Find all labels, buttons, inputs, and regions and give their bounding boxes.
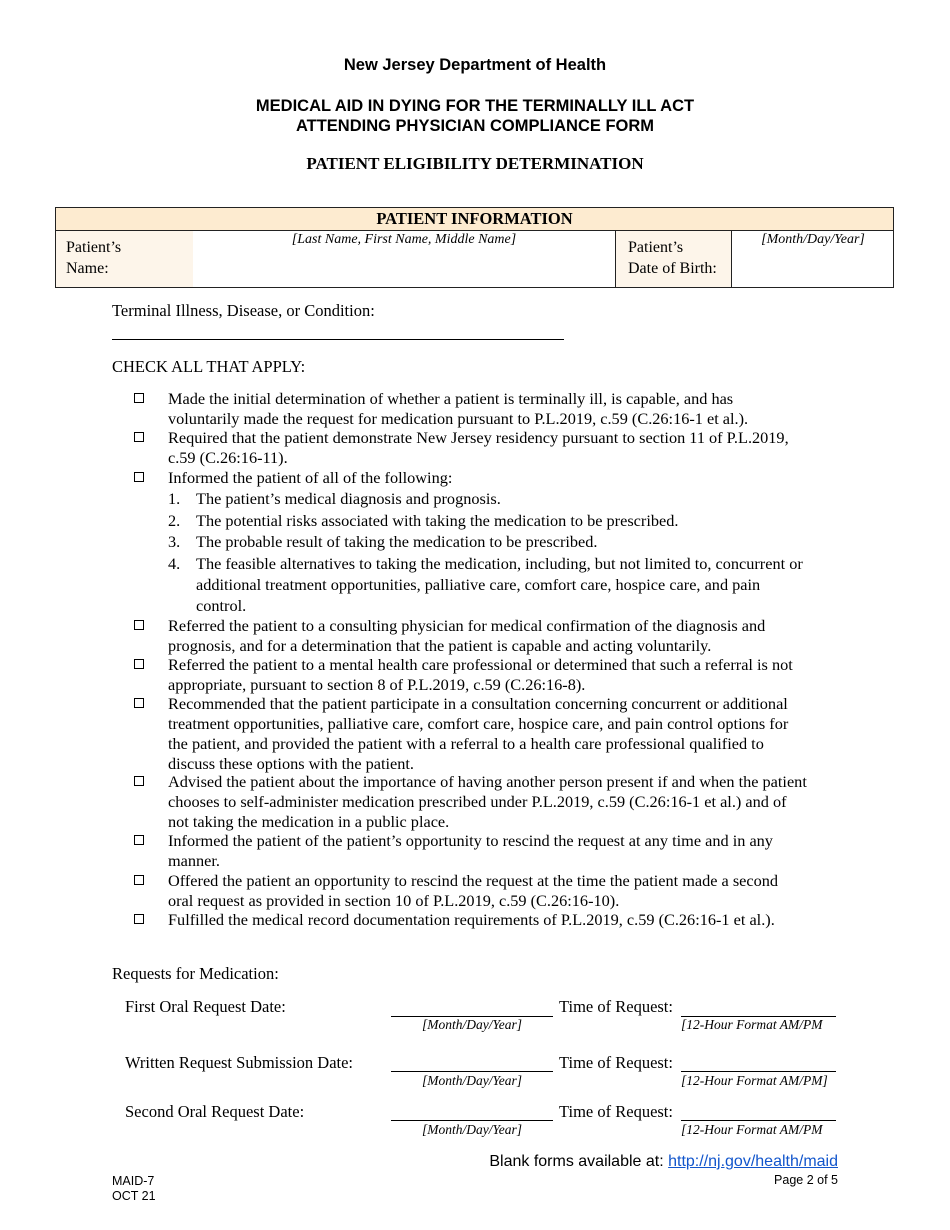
time-of-request-label: Time of Request: xyxy=(559,1102,673,1121)
act-title-line2: ATTENDING PHYSICIAN COMPLIANCE FORM xyxy=(295,117,655,135)
section-title: PATIENT ELIGIBILITY DETERMINATION xyxy=(306,154,644,173)
patient-dob-field[interactable] xyxy=(733,231,893,287)
written-request-time-input[interactable] xyxy=(681,1071,836,1072)
checkbox[interactable] xyxy=(134,620,144,630)
time-hint: [12-Hour Format AM/PM xyxy=(681,1122,823,1137)
patient-name-field[interactable] xyxy=(193,231,616,287)
first-oral-request-label: First Oral Request Date: xyxy=(125,997,286,1016)
requests-heading: Requests for Medication: xyxy=(112,964,279,983)
patient-dob-hint: [Month/Day/Year] xyxy=(761,232,865,247)
date-hint: [Month/Day/Year] xyxy=(422,1122,523,1137)
checkbox[interactable] xyxy=(134,659,144,669)
written-request-label: Written Request Submission Date: xyxy=(125,1053,354,1072)
time-of-request-label: Time of Request: xyxy=(559,997,673,1016)
time-of-request-label: Time of Request: xyxy=(559,1053,673,1072)
form-date: OCT 21 xyxy=(112,1189,156,1203)
patient-name-hint: [Last Name, First Name, Middle Name] xyxy=(291,232,517,247)
blank-forms-notice xyxy=(489,1153,838,1171)
checkbox[interactable] xyxy=(134,698,144,708)
time-hint: [12-Hour Format AM/PM xyxy=(681,1017,823,1032)
patient-dob-label: Patient’s Date of Birth: xyxy=(616,231,732,287)
written-request-date-input[interactable] xyxy=(391,1071,553,1072)
checkbox[interactable] xyxy=(134,472,144,482)
checkbox[interactable] xyxy=(134,393,144,403)
checkbox[interactable] xyxy=(134,914,144,924)
checkbox[interactable] xyxy=(134,432,144,442)
second-oral-time-input[interactable] xyxy=(681,1120,836,1121)
act-title-line1: MEDICAL AID IN DYING FOR THE TERMINALLY ILL ACT xyxy=(255,97,695,115)
date-hint: [Month/Day/Year] xyxy=(422,1017,523,1032)
patient-info-title: PATIENT INFORMATION xyxy=(56,208,893,231)
condition-input-line[interactable] xyxy=(112,339,564,340)
page-number: Page 2 of 5 xyxy=(774,1173,838,1187)
checklist-heading: CHECK ALL THAT APPLY: xyxy=(112,357,306,376)
patient-info-table xyxy=(55,207,894,288)
time-hint: [12-Hour Format AM/PM] xyxy=(681,1073,828,1088)
second-oral-date-input[interactable] xyxy=(391,1120,553,1121)
condition-label: Terminal Illness, Disease, or Condition: xyxy=(112,301,375,320)
blank-forms-text: Blank forms available at: xyxy=(489,1153,669,1170)
second-oral-request-label: Second Oral Request Date: xyxy=(125,1102,305,1121)
patient-name-label: Patient’s Name: xyxy=(56,231,193,287)
date-hint: [Month/Day/Year] xyxy=(422,1073,523,1088)
form-id: MAID-7 xyxy=(112,1174,155,1188)
maid-forms-link[interactable]: http://nj.gov/health/maid xyxy=(668,1153,838,1170)
checkbox[interactable] xyxy=(134,835,144,845)
checkbox[interactable] xyxy=(134,776,144,786)
department-title: New Jersey Department of Health xyxy=(343,56,607,74)
checkbox[interactable] xyxy=(134,875,144,885)
